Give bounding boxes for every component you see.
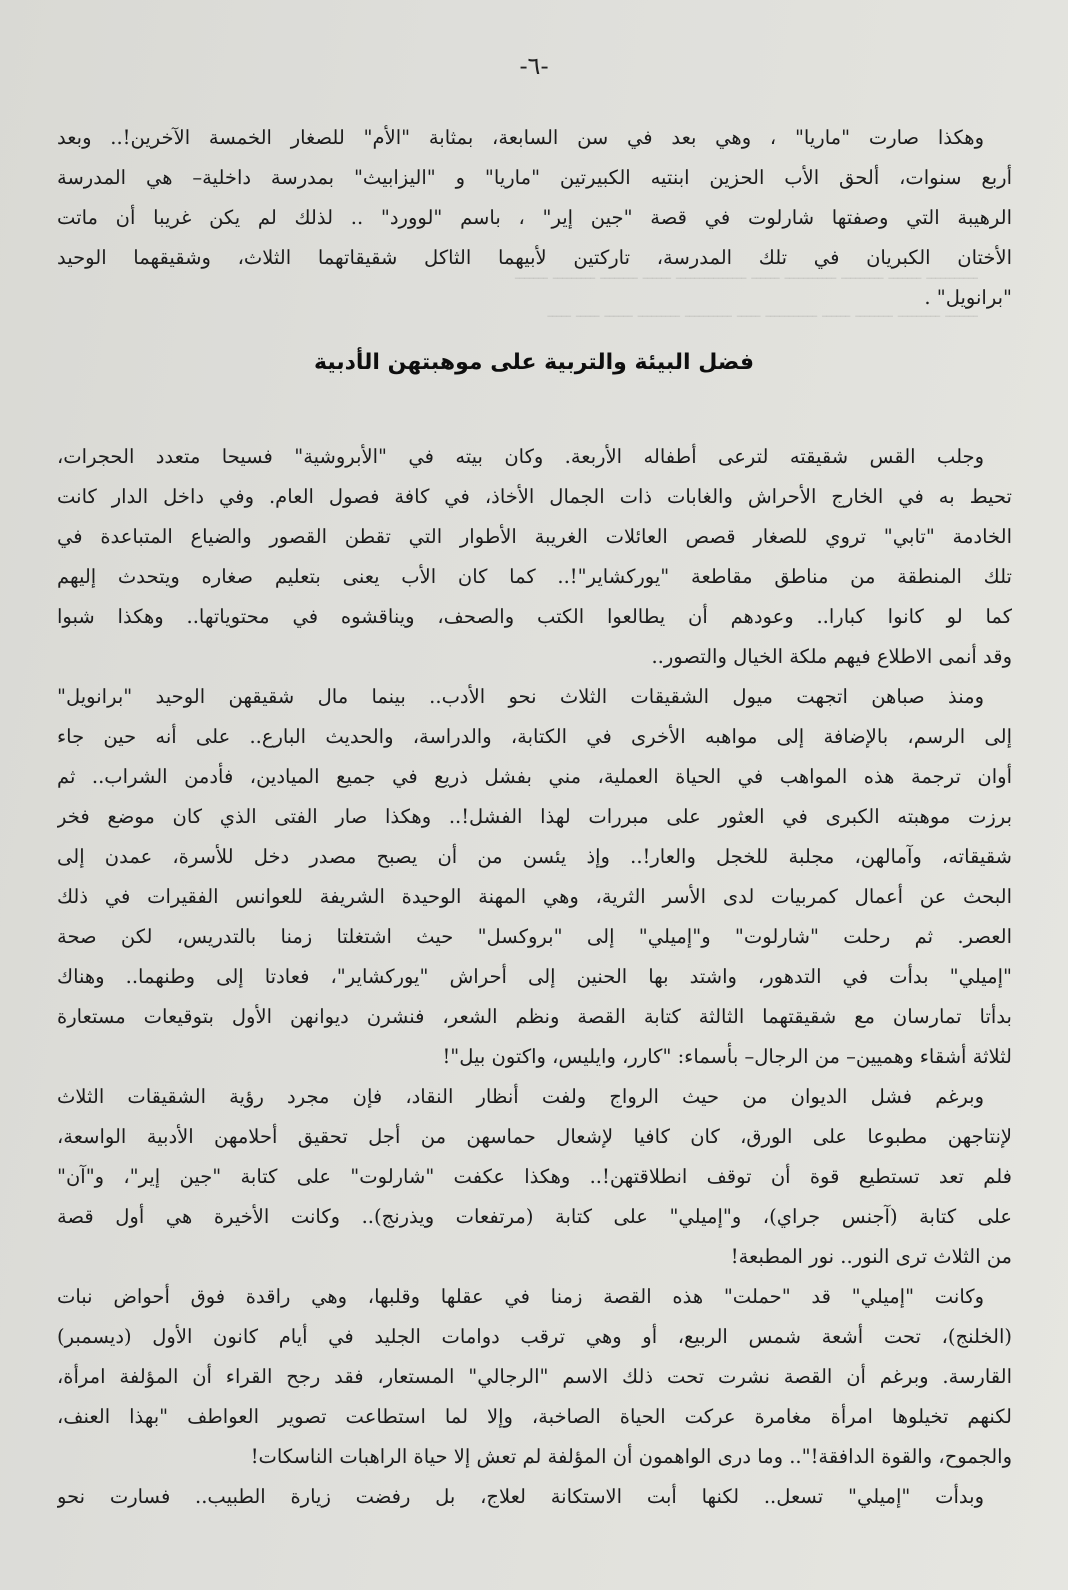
text-line: تحيط به في الخارج الأحراش والغابات ذات الجمال الأخاذ، في كافة فصول العام. وفي داخل الدار كانت	[57, 485, 1012, 508]
text-line: وبرغم فشل الديوان من حيث الرواج ولفت أنظار النقاد، فإن مجرد رؤية الشقيقات الثلاث	[57, 1085, 984, 1108]
text-line: فلم تعد تستطيع قوة أن توقف انطلاقتهن!.. وهكذا عكفت "شارلوت" على كتابة "جين إير"، و"آن"	[57, 1165, 1012, 1188]
text-line: إلى الرسم، بالإضافة إلى مواهبه الأخرى في الكتابة، والدراسة، والحديث البارع.. على أنه حين جاء	[57, 725, 1012, 748]
text-line: الأختان الكبريان في تلك المدرسة، تاركتين لأبيهما الثاكل شقيقاتهما الثلاث، وشقيقهما الوحيد	[57, 246, 1012, 269]
text-line: شقيقاته، وآمالهن، مجلبة للخجل والعار!.. وإذ يئسن من أن يصبح مصدر دخل للأسرة، عمدن إلى	[57, 845, 1012, 868]
text-line: العصر. ثم رحلت "شارلوت" و"إميلي" إلى "بروكسل" حيث اشتغلتا زمنا بالتدريس، لكن صحة	[57, 925, 1012, 948]
text-line: "إميلي" بدأت في التدهور، واشتد بها الحنين إلى أحراش "يوركشاير"، فعادتا إلى وطنهما.. وهناك	[57, 965, 1012, 988]
text-line: وبدأت "إميلي" تسعل.. لكنها أبت الاستكانة لعلاج، بل رفضت زيارة الطبيب.. فسارت نحو	[57, 1485, 984, 1508]
paragraph-4	[57, 1277, 1012, 1477]
paragraph-3	[57, 1077, 1012, 1277]
section-heading: فضل البيئة والتربية على موهبتهن الأدبية	[314, 350, 754, 375]
paragraph-2	[57, 677, 1012, 1077]
text-line: لكنهم تخيلوها امرأة مغامرة عركت الحياة الصاخبة، وإلا لما استطاعت تصوير العواطف "بهذا العنف،	[57, 1405, 1012, 1428]
text-line: على كتابة (آجنس جراي)، و"إميلي" على كتابة (مرتفعات ويذرنج).. وكانت الأخيرة هي أول قصة	[57, 1205, 1012, 1228]
show-through-text: ـــــــــــ ـــــــ ـــــــــ ـــــــــــ ــــــ ـــــــــــــــ ــــــ ــــــــ ـــــــــ ـــــــ	[515, 264, 978, 283]
text-line: الخادمة "تابي" تروي للصغار قصص العائلات الغريبة الأطوار التي تقطن القصور والضياع المتباعدة في	[57, 525, 1012, 548]
text-line: والجموح، والقوة الدافقة!".. وما درى الواهمون أن المؤلفة لم تعش إلا حياة الراهبات الناسكات!	[250, 1445, 1012, 1468]
text-line: من الثلاث ترى النور.. نور المطبعة!	[730, 1245, 1012, 1268]
text-line: أربع سنوات، ألحق الأب الحزين ابنتيه الكبيرتين "ماريا" و "اليزابيث" بمدرسة داخلية– هي المدرسة	[57, 166, 1012, 189]
text-line: الرهيبة التي وصفتها شارلوت في قصة "جين إير" ، باسم "لوورد" .. لذلك لم يكن غريبا أن ماتت	[57, 206, 1012, 229]
paragraph-5	[57, 1477, 1012, 1517]
text-line: كما لو كانوا كبارا.. وعودهم أن يطالعوا الكتب والصحف، ويناقشوه في محتوياتها.. وهكذا شبوا	[57, 605, 1012, 628]
text-line: (الخلنج)، تحت أشعة شمس الربيع، أو وهي ترقب دوامات الجليد في أيام كانون الأول (ديسمبر)	[57, 1325, 1012, 1348]
text-line: ومنذ صباهن اتجهت ميول الشقيقات الثلاث نحو الأدب.. بينما مال شقيقهن الوحيد "برانويل"	[57, 685, 984, 708]
text-line: تلك المنطقة من مناطق مقاطعة "يوركشاير"!.. كما كان الأب يعنى بتعليم صغاره ويتحدث إليهم	[57, 565, 1012, 588]
show-through-text: ـــــــ ـــــــــ ــــــــ ــــــ ـــــــــــ ـــــ ــــــــــ ـــــــــ ــــــ ـــــ ـــــ	[547, 302, 978, 321]
text-line: "برانويل" .	[924, 286, 1012, 309]
text-line: وقد أنمى الاطلاع فيهم ملكة الخيال والتصور..	[651, 645, 1012, 668]
text-line: وكانت "إميلي" قد "حملت" هذه القصة زمنا في عقلها وقلبها، وهي راقدة فوق أحواض نبات	[57, 1285, 984, 1308]
text-line: برزت موهبته الكبرى في العثور على مبررات لهذا الفشل!.. وهكذا صار الفتى الذي كان موضع فخر	[57, 805, 1012, 828]
text-line: البحث عن أعمال كمربيات لدى الأسر الثرية، وهي المهنة الوحيدة الشريفة للعوانس الفقيرات في ذلك	[57, 885, 1012, 908]
page-number: -٦-	[519, 52, 549, 80]
paragraph-1	[57, 437, 1012, 677]
text-line: القارسة. وبرغم أن القصة نشرت تحت ذلك الاسم "الرجالي" المستعار، فقد رجح القراء أن المؤلفة امرأة،	[57, 1365, 1012, 1388]
text-line: لثلاثة أشقاء وهميين– من الرجال– بأسماء: "كارر، وايليس، واكتون بيل"!	[442, 1045, 1012, 1068]
text-line: وهكذا صارت "ماريا" ، وهي بعد في سن السابعة، بمثابة "الأم" للصغار الخمسة الآخرين!.. وبعد	[57, 126, 984, 149]
text-line: وجلب القس شقيقته لترعى أطفاله الأربعة. وكان بيته في "الأبروشية" فسيحا متعدد الحجرات،	[57, 445, 984, 468]
text-line: لإنتاجهن مطبوعا على الورق، كان كافيا لإشعال حماسهن من أجل تحقيق أحلامهن الأدبية الواسعة،	[57, 1125, 1012, 1148]
paragraph-intro	[57, 118, 1012, 318]
text-line: أوان ترجمة هذه المواهب في الحياة العملية، مني بفشل ذريع في جميع الميادين، فأدمن الشراب.. ثم	[57, 765, 1012, 788]
text-line: بدأتا تمارسان مع شقيقتهما الثالثة كتابة القصة ونظم الشعر، فنشرن ديوانهن الأول بتوقيعات مستعارة	[57, 1005, 1012, 1028]
